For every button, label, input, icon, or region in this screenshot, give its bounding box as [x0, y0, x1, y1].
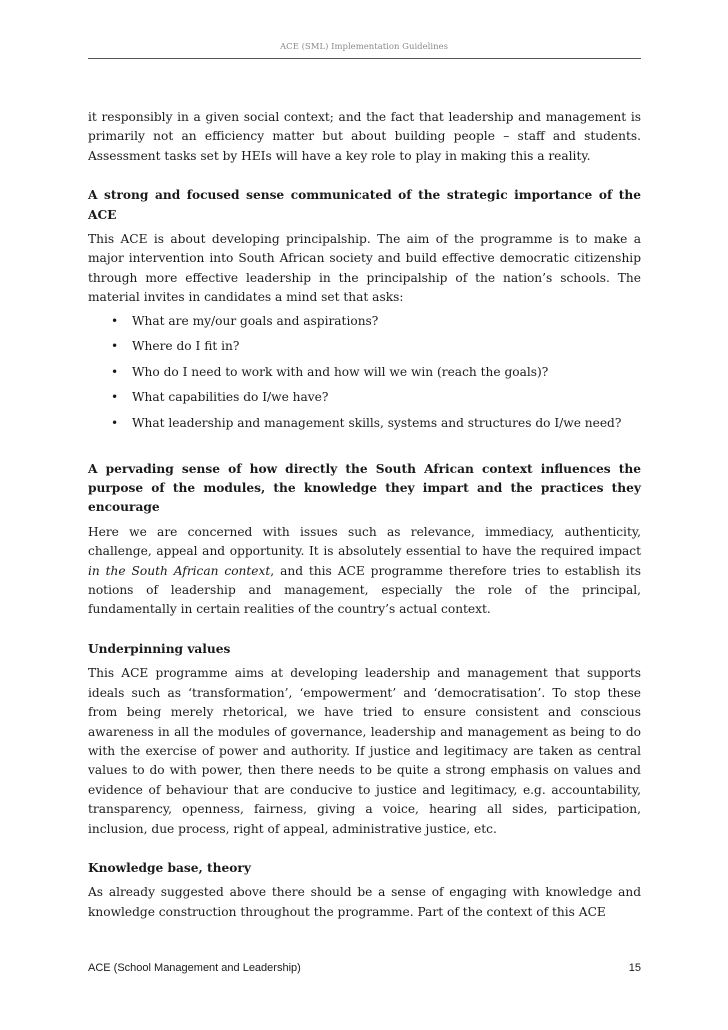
bullet-icon: • — [111, 390, 119, 405]
bullet-icon: • — [111, 364, 119, 379]
section-spacer — [88, 440, 641, 460]
page-number: 15 — [628, 962, 641, 974]
section-heading-south-african-context: A pervading sense of how directly the South African context influences the purpose of the modules, the knowledge they impart and the practices they encourage — [88, 461, 641, 515]
running-footer — [88, 962, 641, 974]
paragraph-text: , and this ACE programme therefore tries to establish its notions of leadership and management, especially the role of the principal, fundamentally in certain realities of the country’s actual context. — [88, 563, 641, 617]
bullet-text: What are my/our goals and aspirations? — [132, 313, 379, 328]
footer-title: ACE (School Management and Leadership) — [88, 962, 301, 974]
section-paragraph-south-african-context — [88, 523, 641, 620]
section-heading-underpinning-values: Underpinning values — [88, 641, 231, 656]
bullet-icon: • — [111, 313, 119, 328]
continuation-paragraph: it responsibly in a given social context; and the fact that leadership and management is primarily not an efficiency matter but about building people – staff and students. Assessment tasks set by HEIs will have a key role to play in making this a reality. — [88, 110, 641, 163]
list-item — [88, 363, 641, 382]
bullet-icon: • — [111, 416, 119, 431]
list-item — [88, 312, 641, 331]
emphasized-text: in the South African context — [88, 563, 271, 578]
list-item — [88, 388, 641, 407]
section-spacer — [88, 620, 641, 640]
bullet-text: Who do I need to work with and how will we win (reach the goals)? — [132, 364, 549, 379]
running-header: ACE (SML) Implementation Guidelines — [280, 42, 448, 52]
list-item — [88, 414, 641, 433]
section-paragraph-underpinning-values: This ACE programme aims at developing leadership and management that supports ideals such as ‘transformation’, ‘empowerment’ and ‘democratisation’. To stop these from being merely rhetorical, we have tried to ensure consistent and conscious awareness in all the modules of governance, leadership and management as being to do with the exercise of power and authority. If justice and legitimacy are taken as central values to do with power, then there needs to be quite a strong emphasis on values and evidence of behaviour that are conducive to justice and legitimacy, e.g. accountability, transparency, openness, fairness, giving a voice, hearing all sides, participation, inclusion, due process, right of appeal, administrative justice, etc. — [88, 666, 641, 836]
section-heading-knowledge-base: Knowledge base, theory — [88, 860, 251, 875]
page-content — [88, 108, 641, 922]
bullet-list-questions — [88, 312, 641, 434]
bullet-text: What leadership and management skills, systems and structures do I/we need? — [132, 416, 622, 431]
section-spacer — [88, 839, 641, 859]
header-divider — [88, 58, 641, 59]
list-item — [88, 337, 641, 356]
section-paragraph-knowledge-base: As already suggested above there should be a sense of engaging with knowledge and knowledge construction throughout the programme. Part of the context of this ACE — [88, 885, 641, 919]
bullet-icon: • — [111, 339, 119, 354]
section-heading-strategic-importance: A strong and focused sense communicated of the strategic importance of the ACE — [88, 188, 641, 222]
paragraph-text: Here we are concerned with issues such as relevance, immediacy, authenticity, challenge, appeal and opportunity. It is absolutely essential to have the required impact — [88, 524, 641, 559]
section-paragraph-strategic-importance: This ACE is about developing principalship. The aim of the programme is to make a major intervention into South African society and build effective democratic citizenship through more effective leadership in the principalship of the nation’s schools. The material invites in candidates a mind set that asks: — [88, 232, 641, 305]
bullet-text: What capabilities do I/we have? — [132, 390, 329, 405]
section-spacer — [88, 166, 641, 186]
bullet-text: Where do I fit in? — [132, 339, 240, 354]
